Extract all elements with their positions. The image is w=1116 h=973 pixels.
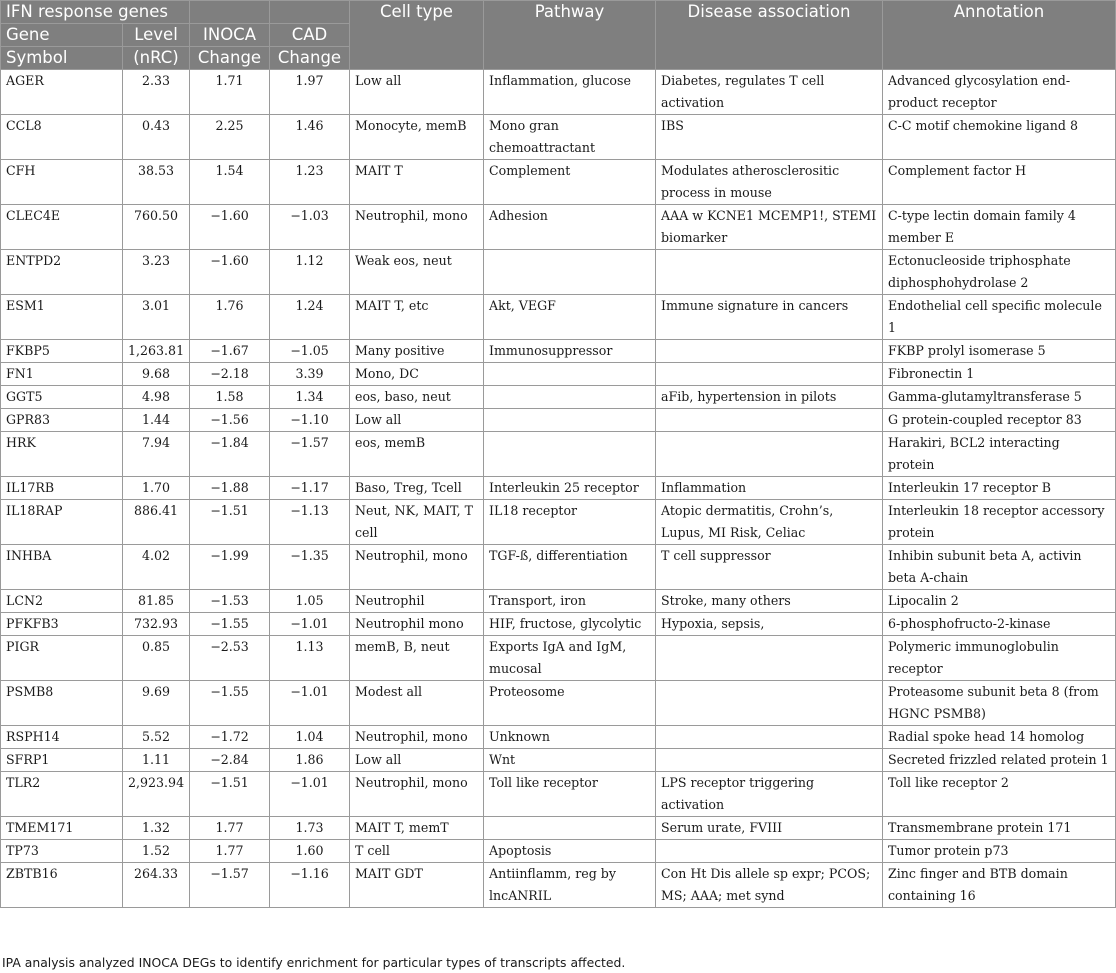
cad-change-cell: −1.10 bbox=[270, 409, 350, 432]
level-cell: 5.52 bbox=[123, 726, 190, 749]
cell-type-cell: MAIT GDT bbox=[350, 863, 484, 908]
annotation-cell: C-C motif chemokine ligand 8 bbox=[883, 115, 1116, 160]
header-blank-cad bbox=[270, 1, 350, 24]
table-footnote: IPA analysis analyzed INOCA DEGs to identify enrichment for particular types of transcripts affected. bbox=[2, 955, 626, 970]
header-level-line1: Level bbox=[123, 24, 190, 47]
level-cell: 9.68 bbox=[123, 363, 190, 386]
table-row bbox=[1, 681, 1116, 726]
cad-change-cell: 1.13 bbox=[270, 636, 350, 681]
level-cell: 2,923.94 bbox=[123, 772, 190, 817]
table-row bbox=[1, 817, 1116, 840]
annotation-cell: 6-phosphofructo-2-kinase bbox=[883, 613, 1116, 636]
level-cell: 0.85 bbox=[123, 636, 190, 681]
cad-change-cell: −1.57 bbox=[270, 432, 350, 477]
pathway-cell: Proteosome bbox=[484, 681, 656, 726]
table-row bbox=[1, 205, 1116, 250]
inoca-change-cell: −1.60 bbox=[190, 205, 270, 250]
annotation-cell: Polymeric immunoglobulin receptor bbox=[883, 636, 1116, 681]
cell-type-cell: Low all bbox=[350, 749, 484, 772]
cad-change-cell: 1.12 bbox=[270, 250, 350, 295]
level-cell: 886.41 bbox=[123, 500, 190, 545]
pathway-cell: Unknown bbox=[484, 726, 656, 749]
gene-symbol-cell: CFH bbox=[1, 160, 123, 205]
gene-symbol-cell: IL18RAP bbox=[1, 500, 123, 545]
header-inoca-line1: INOCA bbox=[190, 24, 270, 47]
disease-association-cell: Immune signature in cancers bbox=[656, 295, 883, 340]
cell-type-cell: MAIT T, etc bbox=[350, 295, 484, 340]
cad-change-cell: 1.34 bbox=[270, 386, 350, 409]
cad-change-cell: 1.23 bbox=[270, 160, 350, 205]
header-blank-inoca bbox=[190, 1, 270, 24]
inoca-change-cell: −1.55 bbox=[190, 613, 270, 636]
gene-symbol-cell: CLEC4E bbox=[1, 205, 123, 250]
pathway-cell bbox=[484, 250, 656, 295]
cell-type-cell: Weak eos, neut bbox=[350, 250, 484, 295]
table-row bbox=[1, 386, 1116, 409]
gene-symbol-cell: INHBA bbox=[1, 545, 123, 590]
annotation-cell: Inhibin subunit beta A, activin beta A-chain bbox=[883, 545, 1116, 590]
pathway-cell: Apoptosis bbox=[484, 840, 656, 863]
pathway-cell: Adhesion bbox=[484, 205, 656, 250]
cell-type-cell: Neutrophil, mono bbox=[350, 205, 484, 250]
level-cell: 0.43 bbox=[123, 115, 190, 160]
disease-association-cell: Stroke, many others bbox=[656, 590, 883, 613]
pathway-cell: Mono gran chemoattractant bbox=[484, 115, 656, 160]
annotation-cell: Secreted frizzled related protein 1 bbox=[883, 749, 1116, 772]
annotation-cell: Interleukin 17 receptor B bbox=[883, 477, 1116, 500]
annotation-cell: Gamma-glutamyltransferase 5 bbox=[883, 386, 1116, 409]
disease-association-cell: AAA w KCNE1 MCEMP1!, STEMI biomarker bbox=[656, 205, 883, 250]
gene-symbol-cell: FKBP5 bbox=[1, 340, 123, 363]
inoca-change-cell: −2.84 bbox=[190, 749, 270, 772]
inoca-change-cell: −1.53 bbox=[190, 590, 270, 613]
table-row bbox=[1, 749, 1116, 772]
annotation-cell: Endothelial cell specific molecule 1 bbox=[883, 295, 1116, 340]
cad-change-cell: 1.73 bbox=[270, 817, 350, 840]
table-row bbox=[1, 432, 1116, 477]
annotation-cell: Transmembrane protein 171 bbox=[883, 817, 1116, 840]
table-row bbox=[1, 590, 1116, 613]
cell-type-cell: Low all bbox=[350, 70, 484, 115]
annotation-cell: Harakiri, BCL2 interacting protein bbox=[883, 432, 1116, 477]
level-cell: 1.11 bbox=[123, 749, 190, 772]
cad-change-cell: 1.97 bbox=[270, 70, 350, 115]
cell-type-cell: Baso, Treg, Tcell bbox=[350, 477, 484, 500]
cad-change-cell: −1.05 bbox=[270, 340, 350, 363]
annotation-cell: FKBP prolyl isomerase 5 bbox=[883, 340, 1116, 363]
level-cell: 3.01 bbox=[123, 295, 190, 340]
inoca-change-cell: −1.57 bbox=[190, 863, 270, 908]
pathway-cell: Wnt bbox=[484, 749, 656, 772]
cell-type-cell: T cell bbox=[350, 840, 484, 863]
header-disease-association: Disease association bbox=[656, 1, 883, 70]
inoca-change-cell: −1.84 bbox=[190, 432, 270, 477]
disease-association-cell: Diabetes, regulates T cell activation bbox=[656, 70, 883, 115]
disease-association-cell: Serum urate, FVIII bbox=[656, 817, 883, 840]
annotation-cell: Lipocalin 2 bbox=[883, 590, 1116, 613]
cell-type-cell: Low all bbox=[350, 409, 484, 432]
level-cell: 1.52 bbox=[123, 840, 190, 863]
annotation-cell: Radial spoke head 14 homolog bbox=[883, 726, 1116, 749]
cad-change-cell: 1.05 bbox=[270, 590, 350, 613]
level-cell: 81.85 bbox=[123, 590, 190, 613]
pathway-cell: Inflammation, glucose bbox=[484, 70, 656, 115]
cell-type-cell: MAIT T bbox=[350, 160, 484, 205]
cad-change-cell: 1.86 bbox=[270, 749, 350, 772]
level-cell: 4.98 bbox=[123, 386, 190, 409]
cell-type-cell: Neutrophil, mono bbox=[350, 545, 484, 590]
table-row bbox=[1, 863, 1116, 908]
inoca-change-cell: −1.99 bbox=[190, 545, 270, 590]
level-cell: 264.33 bbox=[123, 863, 190, 908]
level-cell: 732.93 bbox=[123, 613, 190, 636]
pathway-cell: Akt, VEGF bbox=[484, 295, 656, 340]
gene-symbol-cell: LCN2 bbox=[1, 590, 123, 613]
table-row bbox=[1, 477, 1116, 500]
table-row bbox=[1, 250, 1116, 295]
cad-change-cell: −1.03 bbox=[270, 205, 350, 250]
level-cell: 1.44 bbox=[123, 409, 190, 432]
annotation-cell: Advanced glycosylation end-product receptor bbox=[883, 70, 1116, 115]
disease-association-cell bbox=[656, 409, 883, 432]
header-cell-type: Cell type bbox=[350, 1, 484, 70]
cad-change-cell: −1.35 bbox=[270, 545, 350, 590]
cell-type-cell: Many positive bbox=[350, 340, 484, 363]
gene-symbol-cell: GPR83 bbox=[1, 409, 123, 432]
cad-change-cell: −1.17 bbox=[270, 477, 350, 500]
table-row bbox=[1, 295, 1116, 340]
cad-change-cell: −1.01 bbox=[270, 772, 350, 817]
level-cell: 1.32 bbox=[123, 817, 190, 840]
inoca-change-cell: 1.58 bbox=[190, 386, 270, 409]
cell-type-cell: MAIT T, memT bbox=[350, 817, 484, 840]
annotation-cell: Tumor protein p73 bbox=[883, 840, 1116, 863]
disease-association-cell bbox=[656, 250, 883, 295]
cell-type-cell: Neutrophil mono bbox=[350, 613, 484, 636]
inoca-change-cell: −1.60 bbox=[190, 250, 270, 295]
disease-association-cell: LPS receptor triggering activation bbox=[656, 772, 883, 817]
header-row-1 bbox=[1, 1, 1116, 24]
inoca-change-cell: −1.55 bbox=[190, 681, 270, 726]
header-level-line2: (nRC) bbox=[123, 47, 190, 70]
header-inoca-line2: Change bbox=[190, 47, 270, 70]
annotation-cell: Proteasome subunit beta 8 (from HGNC PSMB8) bbox=[883, 681, 1116, 726]
cell-type-cell: Monocyte, memB bbox=[350, 115, 484, 160]
inoca-change-cell: 1.77 bbox=[190, 817, 270, 840]
pathway-cell bbox=[484, 363, 656, 386]
disease-association-cell bbox=[656, 726, 883, 749]
pathway-cell: Antiinflamm, reg by lncANRIL bbox=[484, 863, 656, 908]
pathway-cell bbox=[484, 386, 656, 409]
disease-association-cell bbox=[656, 681, 883, 726]
cell-type-cell: memB, B, neut bbox=[350, 636, 484, 681]
disease-association-cell bbox=[656, 749, 883, 772]
inoca-change-cell: −1.56 bbox=[190, 409, 270, 432]
disease-association-cell: Inflammation bbox=[656, 477, 883, 500]
header-cad-line2: Change bbox=[270, 47, 350, 70]
inoca-change-cell: 1.71 bbox=[190, 70, 270, 115]
disease-association-cell bbox=[656, 340, 883, 363]
table-row bbox=[1, 500, 1116, 545]
annotation-cell: Ectonucleoside triphosphate diphosphohydrolase 2 bbox=[883, 250, 1116, 295]
table-row bbox=[1, 115, 1116, 160]
inoca-change-cell: 1.76 bbox=[190, 295, 270, 340]
table-row bbox=[1, 545, 1116, 590]
annotation-cell: Toll like receptor 2 bbox=[883, 772, 1116, 817]
annotation-cell: G protein-coupled receptor 83 bbox=[883, 409, 1116, 432]
inoca-change-cell: −1.51 bbox=[190, 772, 270, 817]
disease-association-cell: Atopic dermatitis, Crohn’s, Lupus, MI Risk, Celiac bbox=[656, 500, 883, 545]
inoca-change-cell: −2.53 bbox=[190, 636, 270, 681]
disease-association-cell: Con Ht Dis allele sp expr; PCOS; MS; AAA; met synd bbox=[656, 863, 883, 908]
pathway-cell: Exports IgA and IgM, mucosal bbox=[484, 636, 656, 681]
cad-change-cell: 1.60 bbox=[270, 840, 350, 863]
cell-type-cell: Neutrophil bbox=[350, 590, 484, 613]
inoca-change-cell: 1.77 bbox=[190, 840, 270, 863]
cad-change-cell: 1.04 bbox=[270, 726, 350, 749]
gene-symbol-cell: PIGR bbox=[1, 636, 123, 681]
table-row bbox=[1, 772, 1116, 817]
pathway-cell: Transport, iron bbox=[484, 590, 656, 613]
cad-change-cell: −1.01 bbox=[270, 681, 350, 726]
level-cell: 9.69 bbox=[123, 681, 190, 726]
cad-change-cell: −1.13 bbox=[270, 500, 350, 545]
level-cell: 760.50 bbox=[123, 205, 190, 250]
disease-association-cell: Hypoxia, sepsis, bbox=[656, 613, 883, 636]
level-cell: 1.70 bbox=[123, 477, 190, 500]
header-gene-line2: Symbol bbox=[1, 47, 123, 70]
table-header bbox=[1, 1, 1116, 70]
cell-type-cell: eos, baso, neut bbox=[350, 386, 484, 409]
pathway-cell: IL18 receptor bbox=[484, 500, 656, 545]
inoca-change-cell: −1.67 bbox=[190, 340, 270, 363]
gene-symbol-cell: RSPH14 bbox=[1, 726, 123, 749]
cad-change-cell: 1.24 bbox=[270, 295, 350, 340]
table-row bbox=[1, 340, 1116, 363]
cad-change-cell: −1.16 bbox=[270, 863, 350, 908]
gene-symbol-cell: TMEM171 bbox=[1, 817, 123, 840]
table-row bbox=[1, 363, 1116, 386]
cad-change-cell: −1.01 bbox=[270, 613, 350, 636]
gene-symbol-cell: CCL8 bbox=[1, 115, 123, 160]
table-body bbox=[1, 70, 1116, 908]
cell-type-cell: Modest all bbox=[350, 681, 484, 726]
level-cell: 38.53 bbox=[123, 160, 190, 205]
disease-association-cell: IBS bbox=[656, 115, 883, 160]
pathway-cell: Toll like receptor bbox=[484, 772, 656, 817]
inoca-change-cell: −1.72 bbox=[190, 726, 270, 749]
gene-symbol-cell: ENTPD2 bbox=[1, 250, 123, 295]
cell-type-cell: Neutrophil, mono bbox=[350, 726, 484, 749]
disease-association-cell: T cell suppressor bbox=[656, 545, 883, 590]
pathway-cell: Interleukin 25 receptor bbox=[484, 477, 656, 500]
header-pathway: Pathway bbox=[484, 1, 656, 70]
disease-association-cell bbox=[656, 363, 883, 386]
level-cell: 1,263.81 bbox=[123, 340, 190, 363]
gene-symbol-cell: PFKFB3 bbox=[1, 613, 123, 636]
pathway-cell bbox=[484, 432, 656, 477]
header-group-title: IFN response genes bbox=[1, 1, 190, 24]
gene-symbol-cell: TLR2 bbox=[1, 772, 123, 817]
gene-symbol-cell: TP73 bbox=[1, 840, 123, 863]
level-cell: 4.02 bbox=[123, 545, 190, 590]
inoca-change-cell: 1.54 bbox=[190, 160, 270, 205]
table-row bbox=[1, 726, 1116, 749]
inoca-change-cell: −1.51 bbox=[190, 500, 270, 545]
cell-type-cell: Neut, NK, MAIT, T cell bbox=[350, 500, 484, 545]
table-row bbox=[1, 636, 1116, 681]
cell-type-cell: Neutrophil, mono bbox=[350, 772, 484, 817]
pathway-cell bbox=[484, 817, 656, 840]
table-row bbox=[1, 840, 1116, 863]
annotation-cell: Zinc finger and BTB domain containing 16 bbox=[883, 863, 1116, 908]
table-row bbox=[1, 70, 1116, 115]
table-row bbox=[1, 613, 1116, 636]
inoca-change-cell: −1.88 bbox=[190, 477, 270, 500]
pathway-cell: HIF, fructose, glycolytic bbox=[484, 613, 656, 636]
level-cell: 2.33 bbox=[123, 70, 190, 115]
gene-symbol-cell: AGER bbox=[1, 70, 123, 115]
cad-change-cell: 3.39 bbox=[270, 363, 350, 386]
gene-symbol-cell: IL17RB bbox=[1, 477, 123, 500]
disease-association-cell bbox=[656, 636, 883, 681]
gene-symbol-cell: PSMB8 bbox=[1, 681, 123, 726]
annotation-cell: Complement factor H bbox=[883, 160, 1116, 205]
annotation-cell: Interleukin 18 receptor accessory protein bbox=[883, 500, 1116, 545]
gene-symbol-cell: FN1 bbox=[1, 363, 123, 386]
header-gene-line1: Gene bbox=[1, 24, 123, 47]
disease-association-cell: Modulates atherosclerositic process in mouse bbox=[656, 160, 883, 205]
level-cell: 7.94 bbox=[123, 432, 190, 477]
gene-symbol-cell: HRK bbox=[1, 432, 123, 477]
inoca-change-cell: −2.18 bbox=[190, 363, 270, 386]
pathway-cell: Complement bbox=[484, 160, 656, 205]
pathway-cell: Immunosuppressor bbox=[484, 340, 656, 363]
cell-type-cell: eos, memB bbox=[350, 432, 484, 477]
inoca-change-cell: 2.25 bbox=[190, 115, 270, 160]
pathway-cell: TGF-ß, differentiation bbox=[484, 545, 656, 590]
pathway-cell bbox=[484, 409, 656, 432]
disease-association-cell: aFib, hypertension in pilots bbox=[656, 386, 883, 409]
cad-change-cell: 1.46 bbox=[270, 115, 350, 160]
disease-association-cell bbox=[656, 840, 883, 863]
header-cad-line1: CAD bbox=[270, 24, 350, 47]
gene-symbol-cell: ESM1 bbox=[1, 295, 123, 340]
table-row bbox=[1, 409, 1116, 432]
header-annotation: Annotation bbox=[883, 1, 1116, 70]
table-row bbox=[1, 160, 1116, 205]
gene-symbol-cell: ZBTB16 bbox=[1, 863, 123, 908]
gene-symbol-cell: SFRP1 bbox=[1, 749, 123, 772]
level-cell: 3.23 bbox=[123, 250, 190, 295]
annotation-cell: Fibronectin 1 bbox=[883, 363, 1116, 386]
gene-symbol-cell: GGT5 bbox=[1, 386, 123, 409]
annotation-cell: C-type lectin domain family 4 member E bbox=[883, 205, 1116, 250]
disease-association-cell bbox=[656, 432, 883, 477]
cell-type-cell: Mono, DC bbox=[350, 363, 484, 386]
